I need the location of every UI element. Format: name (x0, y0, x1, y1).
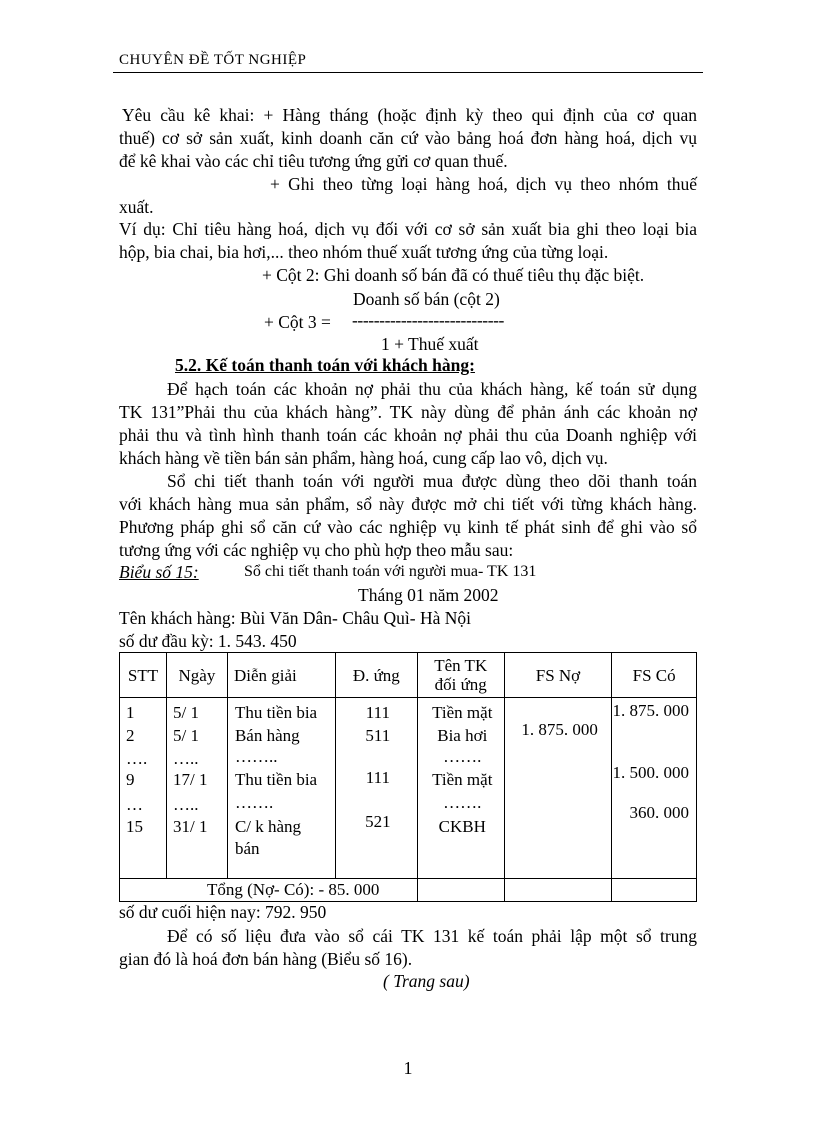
total-empty-cell (417, 879, 504, 902)
description-value: Bán hàng (234, 726, 300, 745)
example-line-1: Ví dụ: Chỉ tiêu hàng hoá, dịch vụ đối với cơ sở sản xuất bia ghi theo loại bia (119, 219, 697, 239)
total-empty-cell (612, 879, 697, 902)
requirement-line-2: thuế) cơ sở sản xuất, kinh doanh căn cứ vào bảng hoá đơn hàng hoá, dịch vụ (119, 128, 697, 148)
credit-value: 360. 000 (629, 803, 689, 822)
total-empty-cell (504, 879, 612, 902)
description-value: ……. (234, 793, 274, 812)
credit-value: 1. 875. 000 (612, 701, 689, 720)
formula-denominator: 1 + Thuế xuất (381, 334, 479, 354)
paragraph-2-line-2: với khách hàng mua sản phẩm, sổ này được mở chi tiết với từng khách hàng. (119, 494, 697, 514)
description-value: bán (234, 839, 260, 858)
page-number: 1 (403, 1058, 413, 1078)
formula-divider: ---------------------------- (352, 310, 504, 330)
table-body-row (120, 698, 697, 879)
paragraph-1-line-4: khách hàng về tiền bán sản phẩm, hàng hoá, cung cấp lao vô, dịch vụ. (119, 448, 608, 468)
description-value: Thu tiền bia (234, 703, 318, 722)
paragraph-1-line-1: Để hạch toán các khoản nợ phải thu của khách hàng, kế toán sử dụng (167, 379, 697, 399)
corresponding-value: 111 (365, 703, 390, 722)
date-value: ….. (172, 749, 199, 768)
section-title: 5.2. Kế toán thanh toán với khách hàng: (175, 355, 475, 375)
header-description: Diễn giải (227, 653, 335, 698)
header-rule (113, 72, 703, 73)
date-value: ….. (172, 795, 199, 814)
account-name-value: ……. (443, 793, 482, 812)
header-debit: FS Nợ (504, 653, 612, 698)
account-name-value: ……. (443, 747, 482, 766)
stt-value: 9 (126, 770, 135, 789)
formula-numerator: Doanh số bán (cột 2) (353, 289, 500, 309)
header-corresponding: Đ. ứng (335, 653, 417, 698)
header-account-name: Tên TK đối ứng (417, 653, 504, 698)
debit-value: 1. 875. 000 (521, 720, 598, 739)
paragraph-2-line-3: Phương pháp ghi sổ căn cứ vào các nghiệp vụ kinh tế phát sinh để ghi vào sổ (119, 517, 697, 537)
column-debit (504, 698, 612, 879)
requirement-line-1: Yêu cầu kê khai: + Hàng tháng (hoặc định kỳ theo qui định của cơ quan (122, 105, 697, 125)
example-line-2: hộp, bia chai, bia hơi,... theo nhóm thuế xuất tương ứng của từng loại. (119, 242, 609, 262)
corresponding-value: 521 (365, 812, 391, 831)
column-credit (612, 698, 697, 879)
column-corresponding (335, 698, 417, 879)
form-title: Sổ chi tiết thanh toán với người mua- TK 131 (244, 563, 537, 580)
column-stt (120, 698, 167, 879)
date-value: 5/ 1 (172, 703, 199, 722)
form-label: Biểu số 15: (119, 562, 199, 582)
closing-paragraph-line-2: gian đó là hoá đơn bán hàng (Biểu số 16). (119, 949, 413, 969)
opening-balance: số dư đầu kỳ: 1. 543. 450 (119, 631, 297, 651)
description-value: Thu tiền bia (234, 770, 318, 789)
table-header-row (120, 653, 697, 698)
stt-value: 15 (126, 817, 143, 836)
column-account-name (417, 698, 504, 879)
requirement-line-4: + Ghi theo từng loại hàng hoá, dịch vụ theo nhóm thuế (270, 174, 697, 194)
column-date (166, 698, 227, 879)
total-value: Tổng (Nợ- Có): - 85. 000 (207, 880, 380, 899)
date-value: 17/ 1 (172, 770, 208, 789)
stt-value: … (126, 795, 143, 814)
customer-name: Tên khách hàng: Bùi Văn Dân- Châu Quì- Hà Nội (119, 608, 472, 628)
column-description (227, 698, 335, 879)
credit-value: 1. 500. 000 (612, 763, 689, 782)
requirement-line-3: để kê khai vào các chỉ tiêu tương ứng gửi cơ quan thuế. (119, 151, 508, 171)
column-2-note: + Cột 2: Ghi doanh số bán đã có thuế tiêu thụ đặc biệt. (262, 265, 645, 285)
description-value: …….. (234, 747, 278, 766)
stt-value: …. (126, 749, 148, 768)
paragraph-1-line-3: phải thu và tình hình thanh toán các khoản nợ phải thu của Doanh nghiệp với (119, 425, 697, 445)
date-value: 31/ 1 (172, 817, 208, 836)
paragraph-1-line-2: TK 131”Phải thu của khách hàng”. TK này dùng để phản ánh các khoản nợ (119, 402, 697, 422)
document-header: CHUYÊN ĐỀ TỐT NGHIỆP (119, 52, 307, 68)
closing-balance: số dư cuối hiện nay: 792. 950 (119, 902, 327, 922)
stt-value: 1 (126, 703, 135, 722)
period: Tháng 01 năm 2002 (358, 585, 499, 605)
requirement-line-5: xuất. (119, 197, 154, 217)
table-total-row (120, 879, 697, 902)
corresponding-value: 111 (365, 768, 390, 787)
ledger-table (119, 652, 697, 902)
account-name-value: CKBH (438, 817, 486, 836)
corresponding-value: 511 (365, 726, 391, 745)
header-date: Ngày (166, 653, 227, 698)
account-name-value: Tiền mặt (432, 703, 493, 722)
closing-paragraph-line-1: Để có số liệu đưa vào sổ cái TK 131 kế toán phải lập một sổ trung (167, 926, 697, 946)
account-name-value: Bia hơi (437, 726, 488, 745)
formula-label: + Cột 3 = (264, 312, 331, 332)
stt-value: 2 (126, 726, 135, 745)
total-cell (120, 879, 418, 902)
header-stt: STT (120, 653, 167, 698)
date-value: 5/ 1 (172, 726, 199, 745)
paragraph-2-line-4: tương ứng với các nghiệp vụ cho phù hợp theo mẫu sau: (119, 540, 514, 560)
description-value: C/ k hàng (234, 817, 302, 836)
paragraph-2-line-1: Sổ chi tiết thanh toán với người mua được dùng theo dõi thanh toán (167, 471, 697, 491)
header-credit: FS Có (612, 653, 697, 698)
account-name-value: Tiền mặt (432, 770, 493, 789)
continued-note: ( Trang sau) (383, 971, 470, 991)
